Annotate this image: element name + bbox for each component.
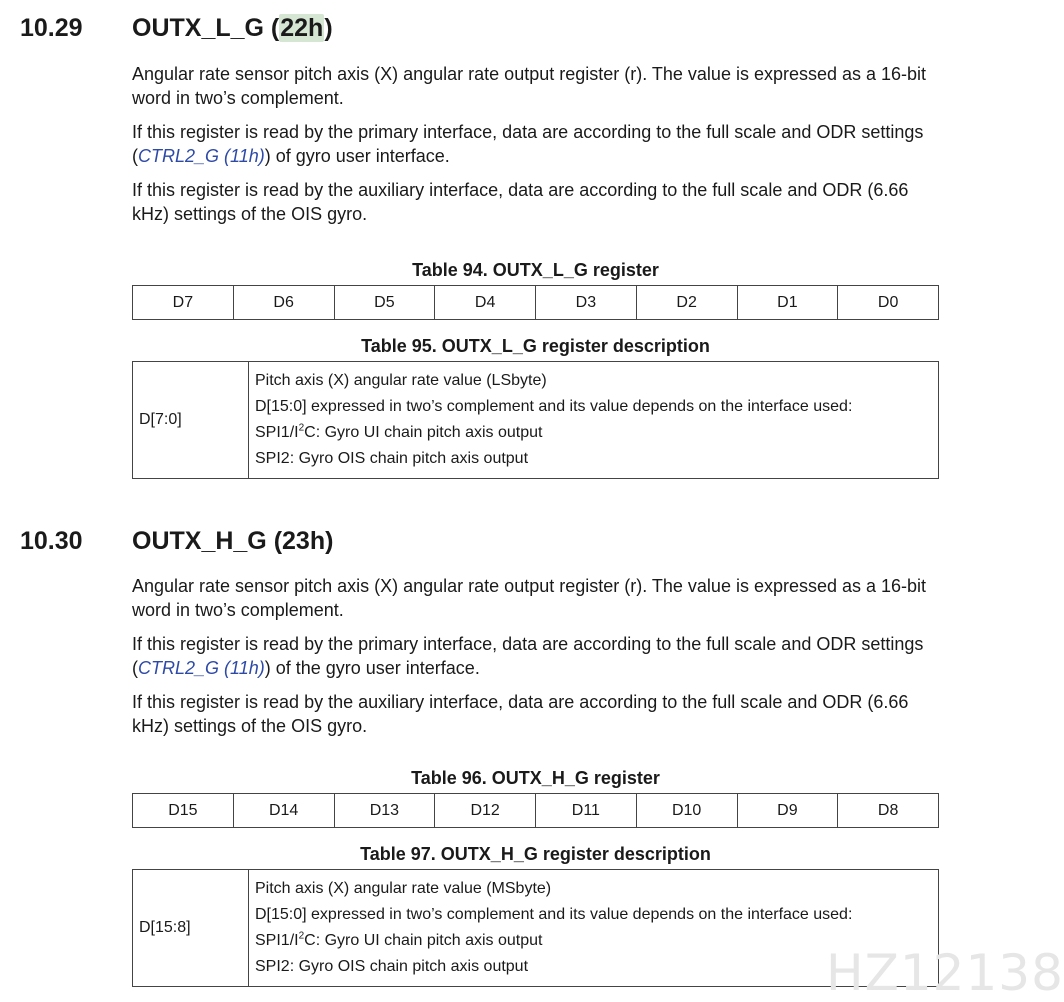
description-key: D[7:0]	[133, 362, 249, 479]
line-text: SPI1/I	[255, 932, 299, 949]
paragraph-primary-interface	[132, 120, 942, 168]
title-highlight: 22h	[280, 14, 324, 42]
description-line: SPI2: Gyro OIS chain pitch axis output	[255, 450, 529, 467]
bit-cell: D8	[838, 794, 939, 828]
para-text: If this register is read by the primary interface, data are according to the full scale and ODR settings (	[132, 634, 924, 678]
para-text: ) of gyro user interface.	[264, 146, 450, 166]
description-line: SPI2: Gyro OIS chain pitch axis output	[255, 958, 529, 975]
bit-cell: D7	[133, 286, 234, 320]
bit-cell: D14	[233, 794, 334, 828]
bit-cell: D15	[133, 794, 234, 828]
bit-cell: D12	[435, 794, 536, 828]
paragraph-auxiliary-interface: If this register is read by the auxiliary interface, data are according to the full scale and ODR (6.66 kHz) settings of the OIS gyro.	[132, 180, 909, 224]
title-suffix: )	[324, 14, 333, 42]
paragraph-primary-interface	[132, 632, 942, 680]
line-text: SPI1/I	[255, 424, 299, 441]
bit-cell: D5	[334, 286, 435, 320]
table-caption: Table 95. OUTX_L_G register description	[361, 336, 710, 356]
line-text: C: Gyro UI chain pitch axis output	[304, 932, 543, 949]
para-text: If this register is read by the primary interface, data are according to the full scale and ODR settings (	[132, 122, 924, 166]
section-heading	[0, 14, 1031, 48]
description-line: D[15:0] expressed in two’s complement and its value depends on the interface used:	[255, 906, 853, 923]
register-description-table	[132, 361, 939, 479]
bit-cell: D3	[536, 286, 637, 320]
para-text: ) of the gyro user interface.	[264, 658, 480, 678]
paragraph-description: Angular rate sensor pitch axis (X) angular rate output register (r). The value is expressed as a 16-bit word in two’s complement.	[132, 64, 927, 108]
superscript: 2	[298, 422, 305, 434]
register-bits-table	[132, 793, 939, 828]
register-description-table	[132, 869, 939, 987]
bit-cell: D4	[435, 286, 536, 320]
table-caption: Table 96. OUTX_H_G register	[411, 768, 660, 788]
bit-cell: D13	[334, 794, 435, 828]
section-title	[132, 14, 333, 43]
section-number: 10.30	[20, 527, 83, 555]
section-number: 10.29	[20, 14, 83, 42]
section-heading	[0, 527, 1031, 561]
bit-cell: D1	[737, 286, 838, 320]
description-key: D[15:8]	[133, 870, 249, 987]
watermark: HZ12138	[826, 944, 1064, 1002]
register-bits-table	[132, 285, 939, 320]
line-text: C: Gyro UI chain pitch axis output	[304, 424, 543, 441]
description-line: Pitch axis (X) angular rate value (LSbyte)	[255, 372, 547, 389]
description-line	[255, 420, 932, 446]
bit-cell: D10	[636, 794, 737, 828]
superscript: 2	[298, 930, 305, 942]
description-line: Pitch axis (X) angular rate value (MSbyte)	[255, 880, 552, 897]
ctrl2-g-link[interactable]: CTRL2_G (11h)	[138, 658, 265, 678]
ctrl2-g-link[interactable]: CTRL2_G (11h)	[138, 146, 265, 166]
bit-cell: D2	[636, 286, 737, 320]
table-caption: Table 94. OUTX_L_G register	[412, 260, 659, 280]
paragraph-description: Angular rate sensor pitch axis (X) angular rate output register (r). The value is expressed as a 16-bit word in two’s complement.	[132, 576, 927, 620]
description-value	[249, 362, 939, 479]
bit-cell: D9	[737, 794, 838, 828]
bit-cell: D0	[838, 286, 939, 320]
section-title: OUTX_H_G (23h)	[132, 527, 334, 555]
table-caption: Table 97. OUTX_H_G register description	[360, 844, 711, 864]
title-prefix: OUTX_L_G (	[132, 14, 280, 42]
paragraph-auxiliary-interface: If this register is read by the auxiliary interface, data are according to the full scale and ODR (6.66 kHz) settings of the OIS gyro.	[132, 692, 909, 736]
bit-cell: D6	[233, 286, 334, 320]
bit-cell: D11	[536, 794, 637, 828]
description-line: D[15:0] expressed in two’s complement and its value depends on the interface used:	[255, 398, 853, 415]
